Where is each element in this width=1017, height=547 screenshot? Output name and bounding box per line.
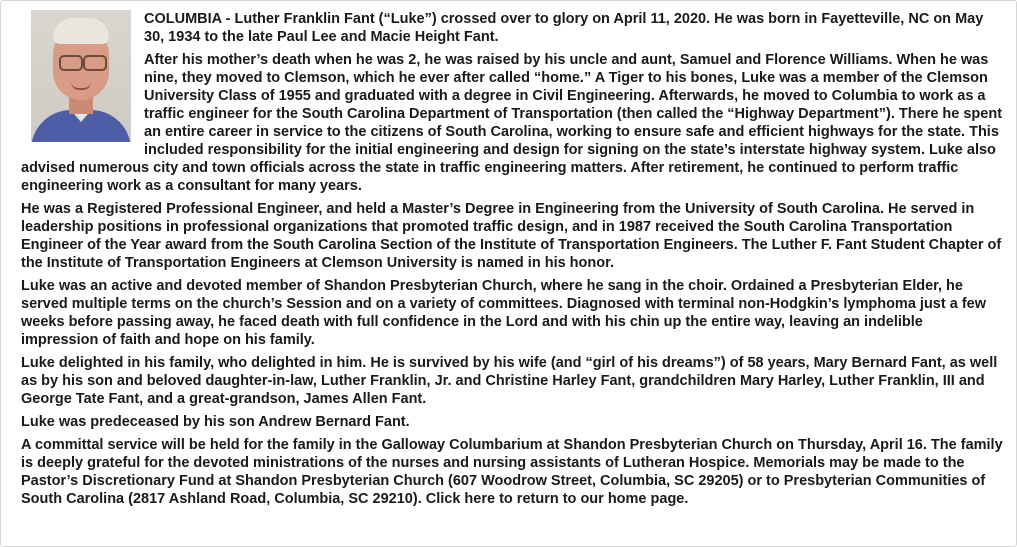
obituary-paragraph-predeceased: Luke was predeceased by his son Andrew Bernard Fant. bbox=[21, 414, 410, 430]
obituary-paragraph-church: Luke was an active and devoted member of Shandon Presbyterian Church, where he sang in the choir. Ordained a Presbyterian Elder, he served multiple terms on the church’s Session and on a variety of committees. Diagnosed with terminal non-Hodgkin’s lymphoma just a few weeks before passing away, he faced death with full confidence in the Lord and with his chin up the entire way, leaving an indelible impression of faith and hope on his family. bbox=[21, 278, 986, 348]
photo-glasses-right bbox=[83, 55, 107, 71]
obituary-paragraph-engineer: He was a Registered Professional Engineer, and held a Master’s Degree in Engineering from the University of South Carolina. He served in leadership positions in professional organizations that promoted traffic design, and in 1987 received the South Carolina Transportation Engineer of the Year award from the South Carolina Section of the Institute of Transportation Engineers. The Luther F. Fant Student Chapter of the Institute of Transportation Engineers at Clemson University is named in his honor. bbox=[21, 201, 1002, 271]
photo-hair bbox=[53, 18, 109, 44]
obituary-content bbox=[21, 10, 1003, 513]
obituary-paragraph-service: A committal service will be held for the family in the Galloway Columbarium at Shandon Presbyterian Church on Thursday, April 16. The family is deeply grateful for the devoted ministrations of the nurses and nursing assistants of Lutheran Hospice. Memorials may be made to the Pastor’s Discretionary Fund at Shandon Presbyterian Church (607 Woodrow Street, Columbia, SC 29205) or to Presbyterian Communities of South Carolina (2817 Ashland Road, Columbia, SC 29210). Click here to return to our home page. bbox=[21, 437, 1003, 507]
photo-glasses-left bbox=[59, 55, 83, 71]
portrait-photo bbox=[31, 10, 131, 142]
obituary-paragraph-career: After his mother’s death when he was 2, he was raised by his uncle and aunt, Samuel and Florence Williams. When he was nine, they moved to Clemson, which he ever after called “home.” A Tiger to his bones, Luke was a member of the Clemson University Class of 1955 and graduated with a degree in Civil Engineering. Afterwards, he moved to Columbia to work as a traffic engineer for the South Carolina Department of Transportation (then called the “Highway Department”). There he spent an entire career in service to the citizens of South Carolina, working to ensure safe and efficient highways for the state. This included responsibility for the initial engineering and design for signing on the state’s interstate highway system. Luke also advised numerous city and town officials across the state in traffic engineering matters. After retirement, he continued to perform traffic engineering work as a consultant for many years. bbox=[21, 52, 1003, 194]
obituary-paragraph-intro: COLUMBIA - Luther Franklin Fant (“Luke”) crossed over to glory on April 11, 2020. He was born in Fayetteville, NC on May 30, 1934 to the late Paul Lee and Macie Height Fant. bbox=[144, 11, 984, 45]
obituary-paragraph-family: Luke delighted in his family, who delighted in him. He is survived by his wife (and “girl of his dreams”) of 58 years, Mary Bernard Fant, as well as by his son and beloved daughter-in-law, Luther Franklin, Jr. and Christine Harley Fant, grandchildren Mary Harley, Luther Franklin, III and George Tate Fant, and a great-grandson, James Allen Fant. bbox=[21, 355, 998, 407]
